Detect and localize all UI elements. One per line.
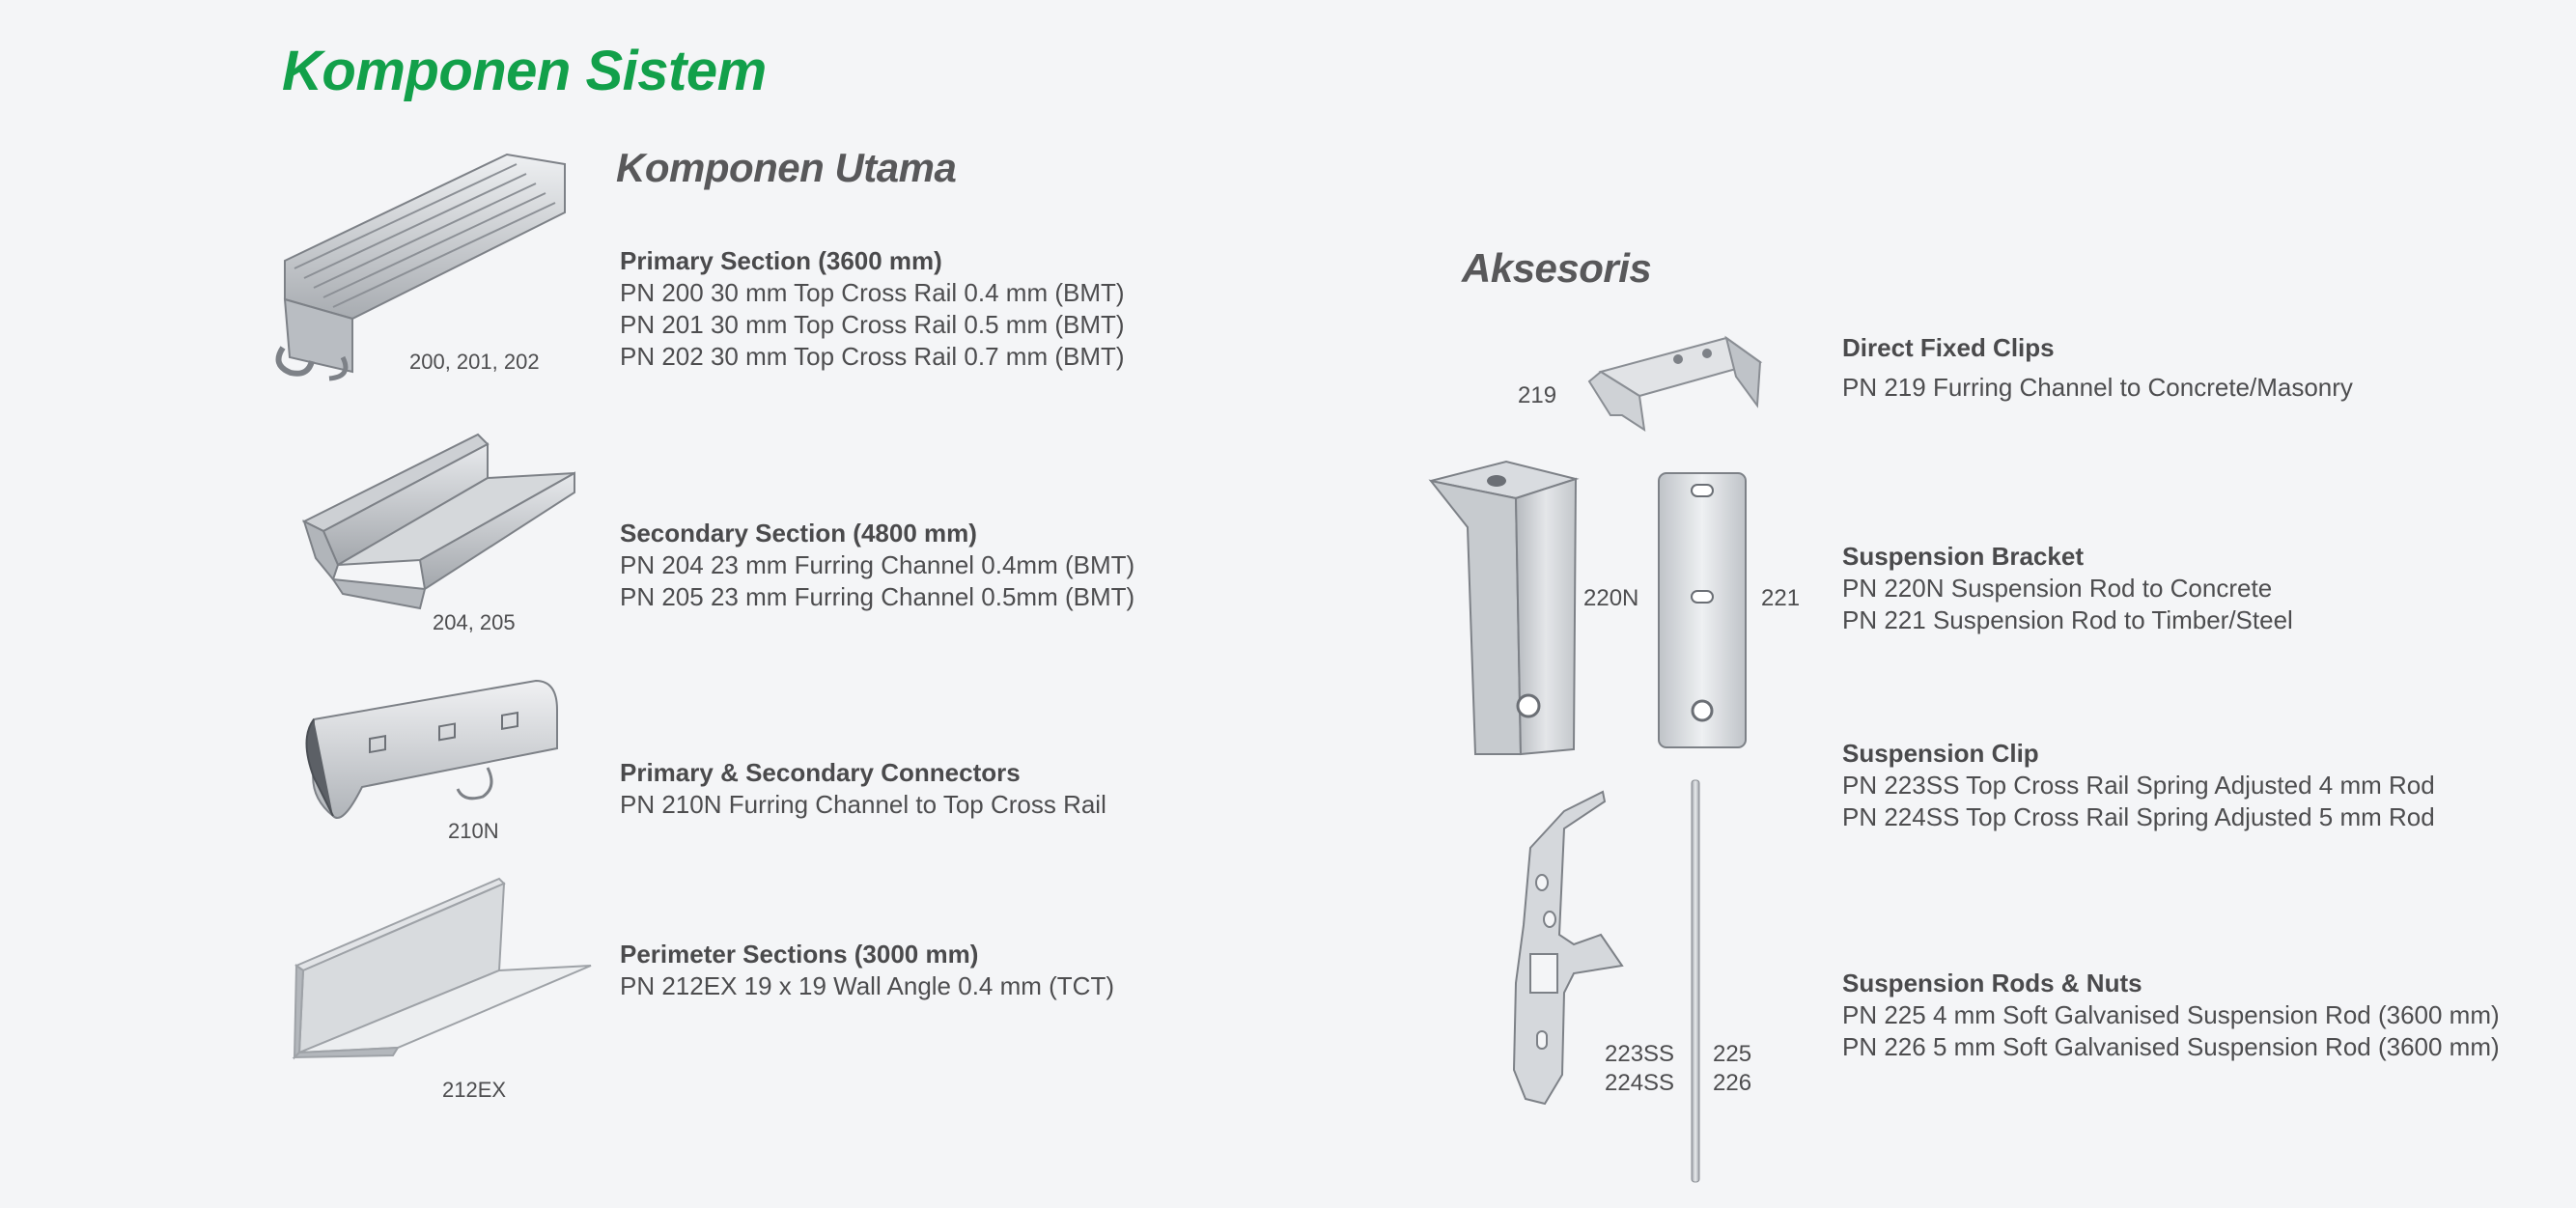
suspension-rods-block	[1842, 968, 2500, 1063]
secondary-section-heading: Secondary Section (4800 mm)	[620, 519, 977, 548]
suspension-clip-line-2: PN 224SS Top Cross Rail Spring Adjusted 5 mm Rod	[1842, 802, 2435, 831]
primary-section-caption: 200, 201, 202	[409, 350, 540, 374]
suspension-rods-line-2: PN 226 5 mm Soft Galvanised Suspension Rod (3600 mm)	[1842, 1032, 2500, 1061]
connector-block	[620, 757, 1106, 821]
clip-224ss-caption: 224SS	[1605, 1070, 1675, 1096]
page-title: Komponen Sistem	[282, 40, 767, 102]
suspension-clip-line-1: PN 223SS Top Cross Rail Spring Adjusted 4 mm Rod	[1842, 771, 2435, 800]
main-components-title: Komponen Utama	[616, 145, 957, 190]
direct-fixed-clip-line-1: PN 219 Furring Channel to Concrete/Masonry	[1842, 373, 2353, 402]
wall-angle-block	[620, 939, 1114, 1002]
direct-fixed-clip-caption: 219	[1518, 382, 1557, 408]
primary-section-block	[620, 245, 1125, 373]
suspension-bracket-line-1: PN 220N Suspension Rod to Concrete	[1842, 574, 2273, 603]
suspension-rod-image	[1689, 780, 1702, 1182]
suspension-bracket-heading: Suspension Bracket	[1842, 542, 2084, 571]
primary-section-line-2: PN 201 30 mm Top Cross Rail 0.5 mm (BMT)	[620, 310, 1125, 339]
wall-angle-image	[292, 874, 601, 1067]
wall-angle-heading: Perimeter Sections (3000 mm)	[620, 940, 979, 969]
connector-heading: Primary & Secondary Connectors	[620, 758, 1021, 787]
suspension-bracket-block	[1842, 541, 2293, 636]
suspension-clip-heading: Suspension Clip	[1842, 739, 2039, 768]
wall-angle-line-1: PN 212EX 19 x 19 Wall Angle 0.4 mm (TCT)	[620, 971, 1115, 1000]
bracket-220n-caption: 220N	[1583, 585, 1639, 611]
connector-line-1: PN 210N Furring Channel to Top Cross Rail	[620, 790, 1106, 819]
suspension-rods-line-1: PN 225 4 mm Soft Galvanised Suspension Rod (3600 mm)	[1842, 1000, 2500, 1029]
direct-fixed-clip-block	[1842, 332, 2353, 404]
connector-image	[304, 681, 565, 835]
primary-section-line-1: PN 200 30 mm Top Cross Rail 0.4 mm (BMT)	[620, 278, 1125, 307]
secondary-section-line-1: PN 204 23 mm Furring Channel 0.4mm (BMT)	[620, 550, 1135, 579]
rod-226-caption: 226	[1713, 1070, 1752, 1096]
secondary-section-channel-image	[294, 435, 584, 618]
rod-225-caption: 225	[1713, 1041, 1752, 1067]
secondary-section-caption: 204, 205	[433, 610, 516, 634]
connector-caption: 210N	[448, 819, 499, 843]
secondary-section-block	[620, 518, 1134, 613]
primary-section-line-3: PN 202 30 mm Top Cross Rail 0.7 mm (BMT)	[620, 342, 1125, 371]
suspension-bracket-220n-image	[1429, 460, 1583, 759]
clip-223ss-caption: 223SS	[1605, 1041, 1675, 1067]
direct-fixed-clip-heading: Direct Fixed Clips	[1842, 333, 2055, 362]
accessories-title: Aksesoris	[1462, 245, 1652, 291]
bracket-221-caption: 221	[1761, 585, 1801, 611]
suspension-bracket-221-image	[1655, 469, 1751, 753]
suspension-bracket-line-2: PN 221 Suspension Rod to Timber/Steel	[1842, 605, 2293, 634]
suspension-clip-block	[1842, 738, 2435, 833]
primary-section-heading: Primary Section (3600 mm)	[620, 246, 942, 275]
direct-fixed-clip-image	[1582, 338, 1765, 435]
secondary-section-line-2: PN 205 23 mm Furring Channel 0.5mm (BMT)	[620, 582, 1135, 611]
wall-angle-caption: 212EX	[442, 1078, 507, 1102]
suspension-rods-heading: Suspension Rods & Nuts	[1842, 969, 2142, 997]
